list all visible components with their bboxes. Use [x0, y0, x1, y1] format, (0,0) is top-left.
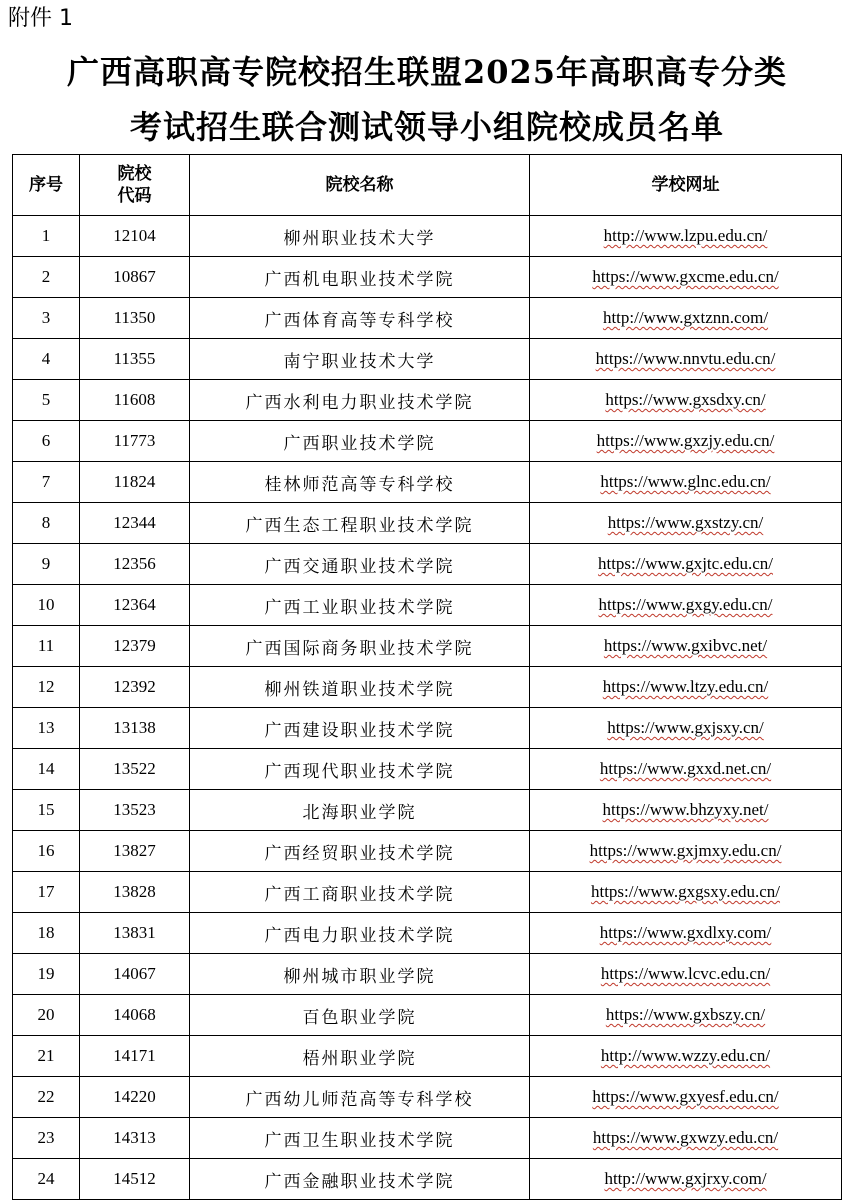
school-code: 14171 [80, 1036, 190, 1077]
school-code: 12392 [80, 667, 190, 708]
school-name: 广西经贸职业技术学院 [190, 831, 530, 872]
table-row [13, 790, 842, 831]
school-url-link[interactable]: https://www.gxsdxy.cn/ [605, 390, 766, 409]
table-row [13, 257, 842, 298]
row-index: 20 [13, 995, 80, 1036]
table-row [13, 626, 842, 667]
table-row [13, 708, 842, 749]
school-code: 14220 [80, 1077, 190, 1118]
school-url-cell [530, 954, 842, 995]
school-url-cell [530, 298, 842, 339]
school-code: 13828 [80, 872, 190, 913]
table-row [13, 1077, 842, 1118]
school-name: 梧州职业学院 [190, 1036, 530, 1077]
school-code: 13523 [80, 790, 190, 831]
school-name: 柳州城市职业学院 [190, 954, 530, 995]
school-url-cell [530, 1159, 842, 1200]
school-name: 桂林师范高等专科学校 [190, 462, 530, 503]
table-row [13, 913, 842, 954]
table-row [13, 831, 842, 872]
school-url-cell [530, 216, 842, 257]
school-url-cell [530, 257, 842, 298]
table-row [13, 585, 842, 626]
school-url-cell [530, 995, 842, 1036]
table-row [13, 216, 842, 257]
school-name: 广西金融职业技术学院 [190, 1159, 530, 1200]
school-url-link[interactable]: http://www.lzpu.edu.cn/ [603, 226, 768, 245]
school-url-cell [530, 503, 842, 544]
row-index: 14 [13, 749, 80, 790]
school-name: 广西工业职业技术学院 [190, 585, 530, 626]
row-index: 16 [13, 831, 80, 872]
row-index: 17 [13, 872, 80, 913]
row-index: 5 [13, 380, 80, 421]
school-name: 广西机电职业技术学院 [190, 257, 530, 298]
school-url-cell [530, 1118, 842, 1159]
school-name: 广西幼儿师范高等专科学校 [190, 1077, 530, 1118]
school-url-cell [530, 544, 842, 585]
school-code: 14067 [80, 954, 190, 995]
row-index: 4 [13, 339, 80, 380]
table-row [13, 421, 842, 462]
school-url-cell [530, 585, 842, 626]
school-url-link[interactable]: https://www.bhzyxy.net/ [602, 800, 769, 819]
school-code: 12379 [80, 626, 190, 667]
header-code-line-2: 代码 [117, 186, 152, 206]
document-title-line-2: 考试招生联合测试领导小组院校成员名单 [129, 108, 724, 146]
school-url-cell [530, 872, 842, 913]
school-url-link[interactable]: http://www.wzzy.edu.cn/ [600, 1046, 771, 1065]
school-url-link[interactable]: https://www.nnvtu.edu.cn/ [595, 349, 776, 368]
row-index: 18 [13, 913, 80, 954]
school-url-link[interactable]: https://www.gxjtc.edu.cn/ [597, 554, 773, 573]
header-school-code [80, 155, 190, 216]
school-url-cell [530, 626, 842, 667]
school-code: 11350 [80, 298, 190, 339]
school-url-cell [530, 708, 842, 749]
row-index: 11 [13, 626, 80, 667]
school-name: 广西建设职业技术学院 [190, 708, 530, 749]
row-index: 8 [13, 503, 80, 544]
row-index: 22 [13, 1077, 80, 1118]
school-name: 广西工商职业技术学院 [190, 872, 530, 913]
school-url-link[interactable]: https://www.gxwzy.edu.cn/ [592, 1128, 779, 1147]
school-name: 柳州职业技术大学 [190, 216, 530, 257]
school-url-link[interactable]: https://www.gxstzy.cn/ [607, 513, 764, 532]
school-code: 14512 [80, 1159, 190, 1200]
school-url-cell [530, 1036, 842, 1077]
school-url-link[interactable]: http://www.gxjrxy.com/ [604, 1169, 767, 1188]
table-row [13, 1118, 842, 1159]
school-code: 12364 [80, 585, 190, 626]
table-row [13, 544, 842, 585]
row-index: 24 [13, 1159, 80, 1200]
row-index: 2 [13, 257, 80, 298]
table-row [13, 1036, 842, 1077]
school-code: 10867 [80, 257, 190, 298]
school-url-link[interactable]: https://www.gxyesf.edu.cn/ [592, 1087, 779, 1106]
school-name: 南宁职业技术大学 [190, 339, 530, 380]
row-index: 1 [13, 216, 80, 257]
row-index: 12 [13, 667, 80, 708]
school-url-cell [530, 1077, 842, 1118]
table-row [13, 667, 842, 708]
row-index: 7 [13, 462, 80, 503]
table-row [13, 1159, 842, 1200]
school-url-link[interactable]: https://www.gxxd.net.cn/ [599, 759, 772, 778]
school-url-link[interactable]: http://www.gxtznn.com/ [602, 308, 769, 327]
school-name: 广西交通职业技术学院 [190, 544, 530, 585]
school-url-cell [530, 421, 842, 462]
school-code: 12356 [80, 544, 190, 585]
row-index: 9 [13, 544, 80, 585]
school-url-cell [530, 913, 842, 954]
table-header-row [13, 155, 842, 216]
school-name: 广西电力职业技术学院 [190, 913, 530, 954]
school-url-cell [530, 462, 842, 503]
school-url-link[interactable]: https://www.gxbszy.cn/ [605, 1005, 766, 1024]
school-name: 广西现代职业技术学院 [190, 749, 530, 790]
table-row [13, 872, 842, 913]
school-code: 14313 [80, 1118, 190, 1159]
header-school-name: 院校名称 [190, 155, 530, 216]
school-url-cell [530, 790, 842, 831]
document-title-line-1: 广西高职高专院校招生联盟2025年高职高专分类 [66, 53, 788, 91]
school-url-link[interactable]: https://www.gxdlxy.com/ [599, 923, 772, 942]
school-url-cell [530, 831, 842, 872]
school-url-link[interactable]: https://www.lcvc.edu.cn/ [600, 964, 771, 983]
school-code: 11824 [80, 462, 190, 503]
table-row [13, 298, 842, 339]
school-url-link[interactable]: https://www.gxzjy.edu.cn/ [596, 431, 775, 450]
row-index: 21 [13, 1036, 80, 1077]
school-url-cell [530, 667, 842, 708]
table-body [13, 216, 842, 1200]
row-index: 15 [13, 790, 80, 831]
row-index: 6 [13, 421, 80, 462]
school-url-link[interactable]: https://www.gxgsxy.edu.cn/ [590, 882, 781, 901]
school-url-link[interactable]: https://www.glnc.edu.cn/ [600, 472, 771, 491]
school-url-link[interactable]: https://www.gxgy.edu.cn/ [598, 595, 773, 614]
school-code: 11773 [80, 421, 190, 462]
school-url-cell [530, 380, 842, 421]
school-name: 百色职业学院 [190, 995, 530, 1036]
row-index: 13 [13, 708, 80, 749]
school-url-link[interactable]: https://www.ltzy.edu.cn/ [602, 677, 769, 696]
school-code: 11608 [80, 380, 190, 421]
header-school-url: 学校网址 [530, 155, 842, 216]
school-code: 13138 [80, 708, 190, 749]
row-index: 23 [13, 1118, 80, 1159]
school-url-link[interactable]: https://www.gxjsxy.cn/ [607, 718, 764, 737]
school-code: 12344 [80, 503, 190, 544]
school-url-link[interactable]: https://www.gxjmxy.edu.cn/ [589, 841, 782, 860]
table-row [13, 749, 842, 790]
school-code: 14068 [80, 995, 190, 1036]
table-row [13, 380, 842, 421]
school-name: 柳州铁道职业技术学院 [190, 667, 530, 708]
school-name: 广西生态工程职业技术学院 [190, 503, 530, 544]
school-code: 12104 [80, 216, 190, 257]
school-code: 13827 [80, 831, 190, 872]
table-row [13, 995, 842, 1036]
school-url-link[interactable]: https://www.gxibvc.net/ [603, 636, 768, 655]
school-name: 广西体育高等专科学校 [190, 298, 530, 339]
school-code: 11355 [80, 339, 190, 380]
school-url-cell [530, 339, 842, 380]
attachment-label: 附件 1 [8, 6, 73, 31]
school-code: 13522 [80, 749, 190, 790]
table-row [13, 462, 842, 503]
row-index: 3 [13, 298, 80, 339]
school-name: 广西水利电力职业技术学院 [190, 380, 530, 421]
school-url-link[interactable]: https://www.gxcme.edu.cn/ [592, 267, 779, 286]
school-name: 北海职业学院 [190, 790, 530, 831]
school-name: 广西职业技术学院 [190, 421, 530, 462]
table-row [13, 954, 842, 995]
row-index: 19 [13, 954, 80, 995]
school-name: 广西卫生职业技术学院 [190, 1118, 530, 1159]
header-code-line-1: 院校 [117, 164, 152, 184]
school-code: 13831 [80, 913, 190, 954]
row-index: 10 [13, 585, 80, 626]
table-row [13, 339, 842, 380]
header-index: 序号 [13, 155, 80, 216]
member-roster-table [12, 154, 842, 1200]
table-row [13, 503, 842, 544]
school-url-cell [530, 749, 842, 790]
school-name: 广西国际商务职业技术学院 [190, 626, 530, 667]
